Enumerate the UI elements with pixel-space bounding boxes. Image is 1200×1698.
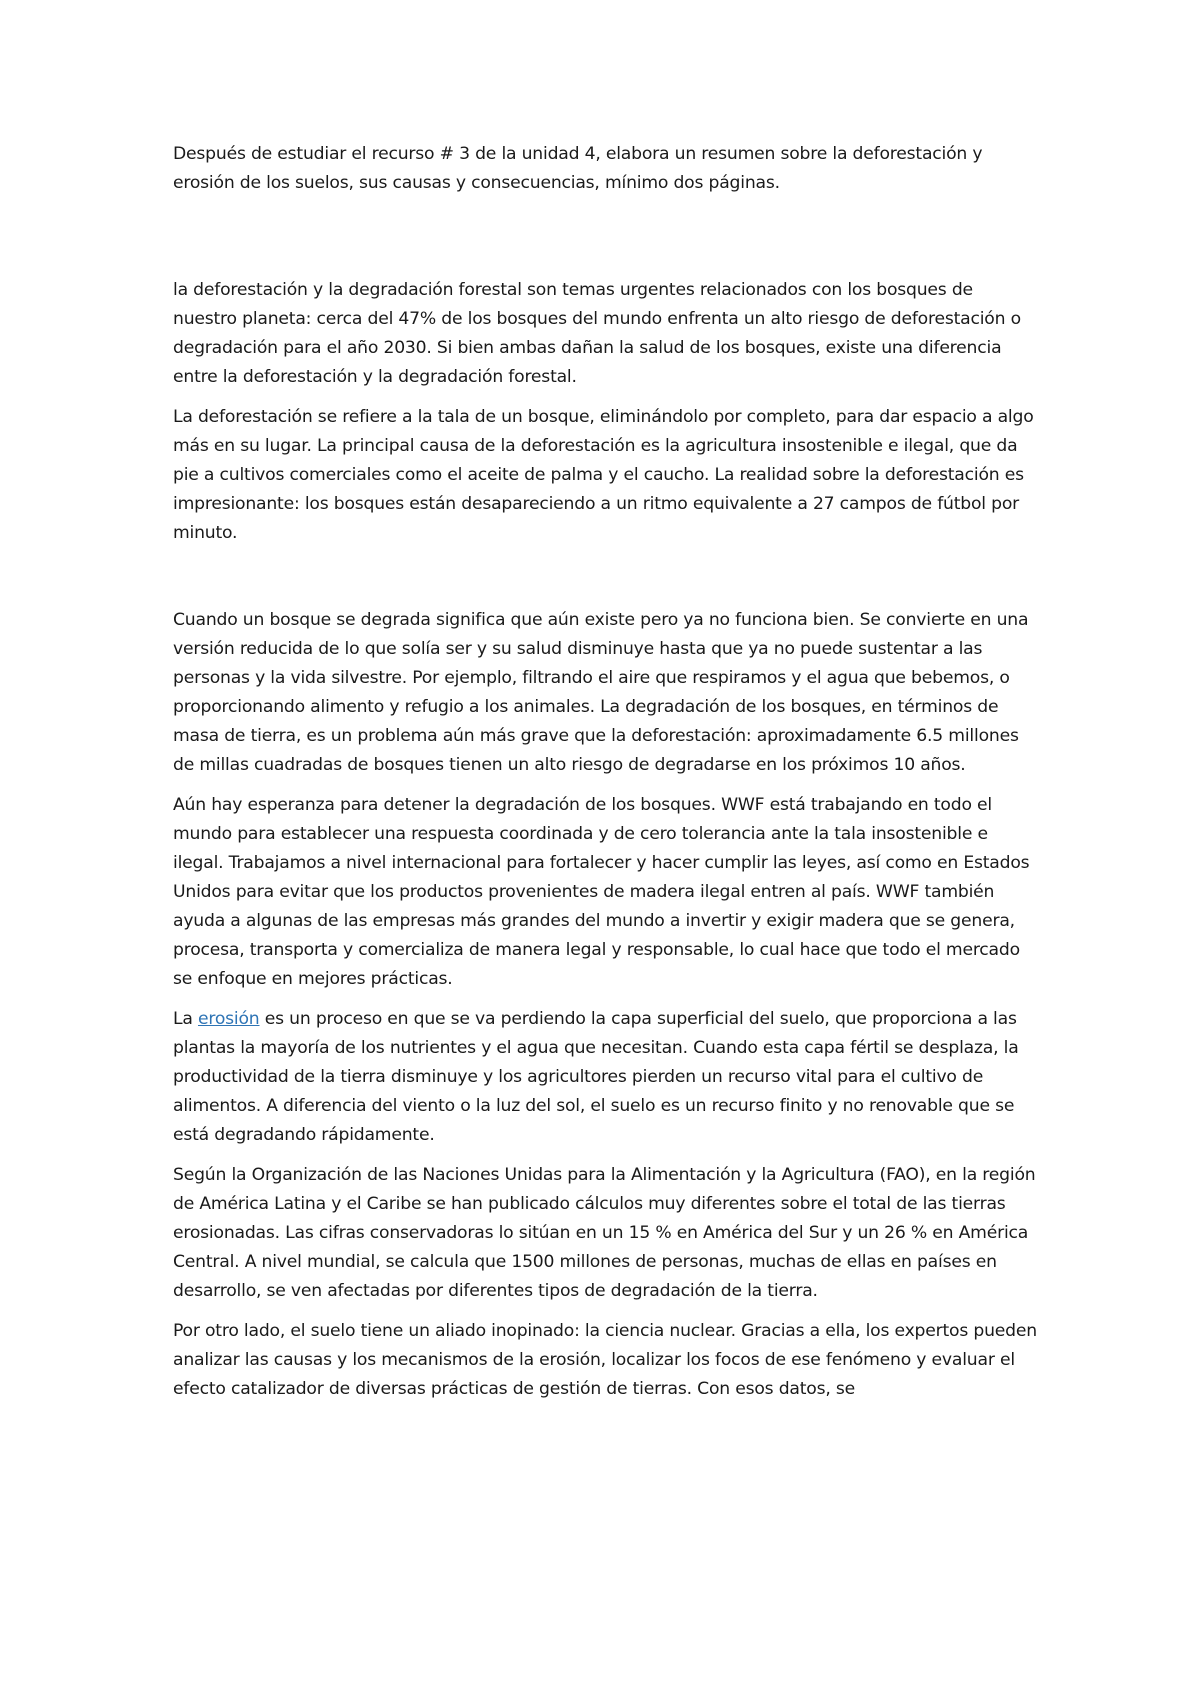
- paragraph-deforestation-definition: La deforestación se refiere a la tala de un bosque, eliminándolo por completo, para dar espacio a algo más en su lugar. La principal causa de la deforestación es la agricultura insostenible e ilegal, que da pie a cultivos comerciales como el aceite de palma y el caucho. La realidad sobre la deforestación es impresionante: los bosques están desapareciendo a un ritmo equivalente a 27 campos de fútbol por minuto.: [173, 407, 1034, 543]
- erosion-body-text: es un proceso en que se va perdiendo la capa superficial del suelo, que proporciona a las plantas la mayoría de los nutrientes y el agua que necesitan. Cuando esta capa fértil se desplaza, la productividad de la tierra disminuye y los agricultores pierden un recurso vital para el cultivo de alimentos. A diferencia del viento o la luz del sol, el suelo es un recurso finito y no renovable que se está degradando rápidamente.: [173, 1009, 1019, 1145]
- erosion-link[interactable]: erosión: [197, 1009, 260, 1029]
- paragraph-erosion-definition: [173, 1005, 1038, 1150]
- paragraph-fao-statistics: Según la Organización de las Naciones Unidas para la Alimentación y la Agricultura (FAO), en la región de América Latina y el Caribe se han publicado cálculos muy diferentes sobre el total de las tierras erosionadas. Las cifras conservadoras lo sitúan en un 15 % en América del Sur y un 26 % en América Central. A nivel mundial, se calcula que 1500 millones de personas, muchas de ellas en países en desarrollo, se ven afectadas por diferentes tipos de degradación de la tierra.: [173, 1165, 1036, 1301]
- instruction-paragraph: Después de estudiar el recurso # 3 de la unidad 4, elabora un resumen sobre la deforestación y erosión de los suelos, sus causas y consecuencias, mínimo dos páginas.: [173, 144, 983, 193]
- paragraph-wwf-hope: Aún hay esperanza para detener la degradación de los bosques. WWF está trabajando en todo el mundo para establecer una respuesta coordinada y de cero tolerancia ante la tala insostenible e ilegal. Trabajamos a nivel internacional para fortalecer y hacer cumplir las leyes, así como en Estados Unidos para evitar que los productos provenientes de madera ilegal entren al país. WWF también ayuda a algunas de las empresas más grandes del mundo a invertir y exigir madera que se genera, procesa, transporta y comercializa de manera legal y responsable, lo cual hace que todo el mercado se enfoque en mejores prácticas.: [173, 795, 1030, 989]
- paragraph-nuclear-science: Por otro lado, el suelo tiene un aliado inopinado: la ciencia nuclear. Gracias a ella, los expertos pueden analizar las causas y los mecanismos de la erosión, localizar los focos de ese fenómeno y evaluar el efecto catalizador de diversas prácticas de gestión de tierras. Con esos datos, se: [173, 1321, 1037, 1399]
- document-body: [173, 140, 1038, 1415]
- paragraph-forest-degradation: Cuando un bosque se degrada significa que aún existe pero ya no funciona bien. Se convierte en una versión reducida de lo que solía ser y su salud disminuye hasta que ya no puede sustentar a las personas y la vida silvestre. Por ejemplo, filtrando el aire que respiramos y el agua que bebemos, o proporcionando alimento y refugio a los animales. La degradación de los bosques, en términos de masa de tierra, es un problema aún más grave que la deforestación: aproximadamente 6.5 millones de millas cuadradas de bosques tienen un alto riesgo de degradarse en los próximos 10 años.: [173, 610, 1029, 775]
- paragraph-deforestation-intro: la deforestación y la degradación forestal son temas urgentes relacionados con los bosques de nuestro planeta: cerca del 47% de los bosques del mundo enfrenta un alto riesgo de deforestación o degradación para el año 2030. Si bien ambas dañan la salud de los bosques, existe una diferencia entre la deforestación y la degradación forestal.: [173, 280, 1021, 387]
- erosion-prefix-text: La: [173, 1009, 198, 1029]
